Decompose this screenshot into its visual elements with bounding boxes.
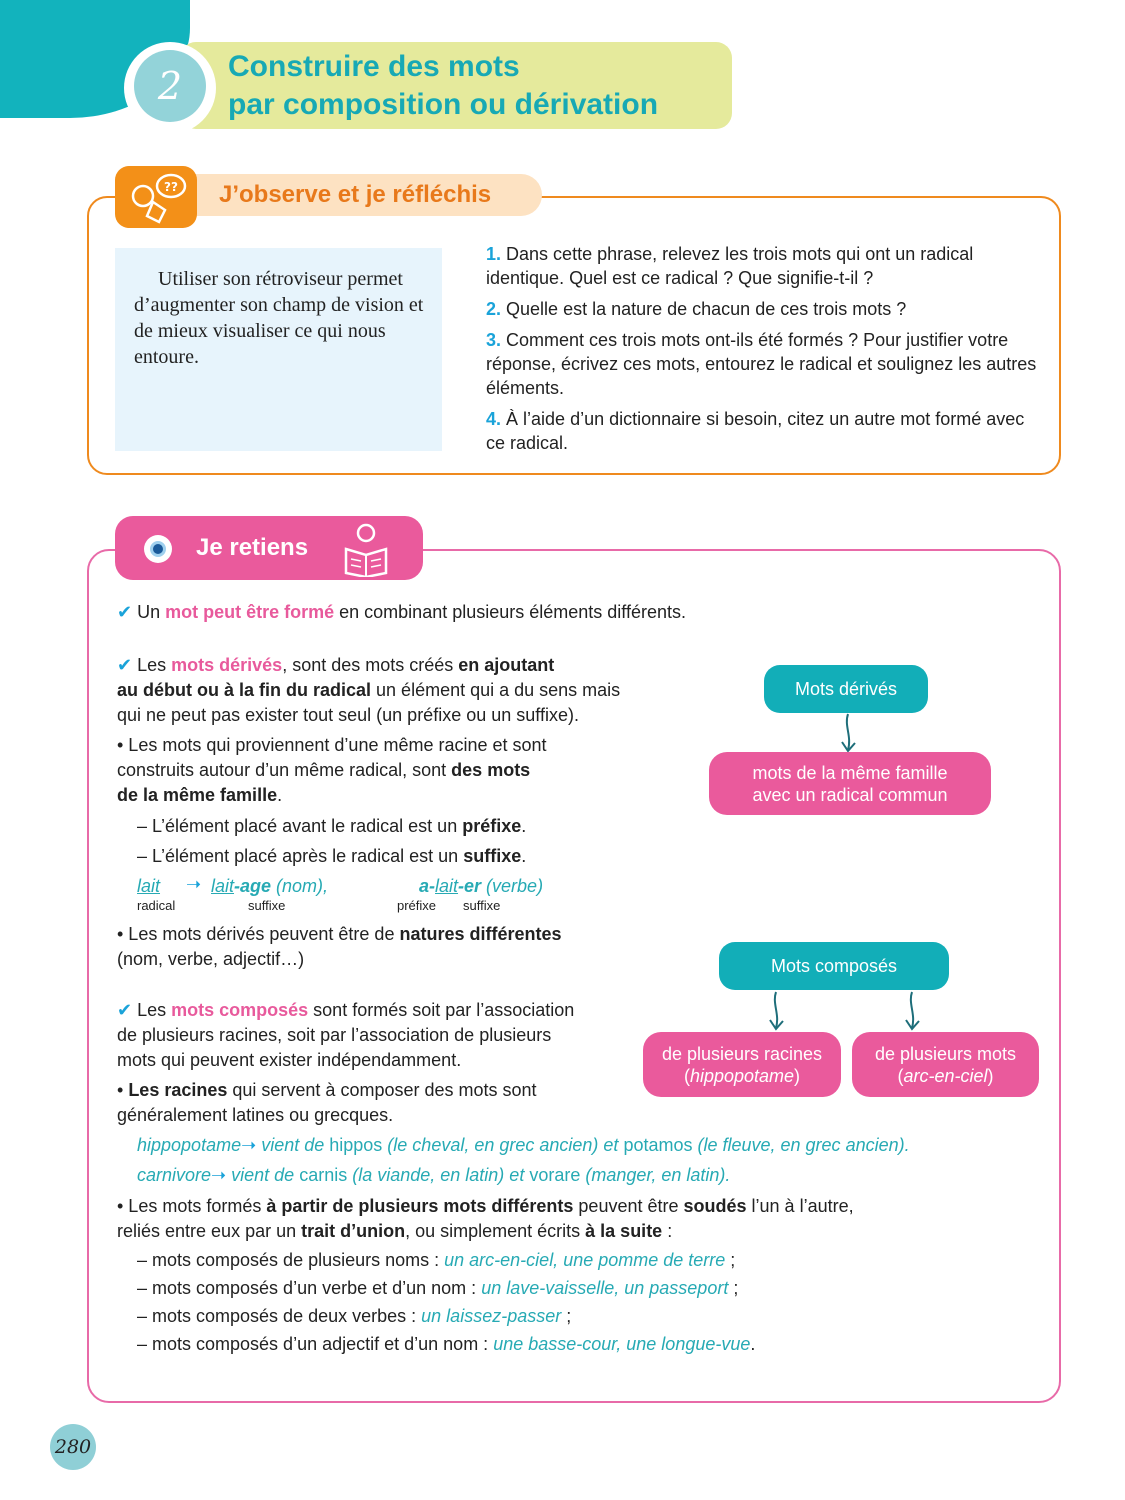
retiens-label: Je retiens	[196, 534, 309, 561]
node-plusieurs-mots: de plusieurs mots (arc-en-ciel)	[852, 1032, 1039, 1097]
rule-prefixe: – L’élément placé avant le radical est un préfixe.	[137, 816, 527, 836]
label-suffixe-1: suffixe	[248, 898, 286, 913]
list-item: – mots composés de deux verbes : un laissez-passer ;	[137, 1306, 572, 1326]
list-item: – mots composés d’un verbe et d’un nom : un lave-vaisselle, un passeport ;	[137, 1278, 739, 1298]
rule-racines: • Les racines qui servent à composer des mots sont généralement latines ou grecques.	[117, 1080, 537, 1125]
label-suffixe-2: suffixe	[463, 898, 501, 913]
example-carnivore: carnivore➝ vient de carnis (la viande, en latin) et vorare (manger, en latin).	[137, 1165, 731, 1185]
quote-text: Utiliser son rétroviseur permet d’augmenter son champ de vision et de mieux visualiser ce qui nous entoure.	[134, 268, 424, 368]
rule-natures: • Les mots dérivés peuvent être de natures différentes (nom, verbe, adjectif…)	[117, 924, 562, 969]
arrow-icon: ➝	[211, 1165, 227, 1185]
retiens-bullet-inner	[150, 541, 166, 557]
rule-mot-forme: ✔ Un mot peut être formé en combinant plusieurs éléments différents.	[117, 602, 687, 622]
question-3: 3. Comment ces trois mots ont-ils été formés ? Pour justifier votre réponse, écrivez ces mots, entourez le radical et soulignez les autres éléments.	[486, 330, 1037, 398]
list-item: – mots composés de plusieurs noms : un arc-en-ciel, une pomme de terre ;	[137, 1250, 736, 1270]
arrow-icon: ➝	[186, 874, 202, 894]
example-laitage: lait-age (nom),	[211, 876, 329, 896]
node-meme-famille: mots de la même famille avec un radical commun	[709, 752, 991, 815]
label-radical: radical	[137, 898, 176, 913]
label-prefixe: préfixe	[397, 898, 437, 913]
node-mots-derives: Mots dérivés	[764, 665, 928, 713]
rule-mots-composes: ✔ Les mots composés sont formés soit par l’association de plusieurs racines, soit par l’association de plusieurs mots qui peuvent exister indépendamment.	[117, 1000, 575, 1070]
observe-label: J’observe et je réfléchis	[219, 181, 492, 208]
section-number: 2	[134, 50, 206, 122]
check-icon: ✔	[117, 1000, 133, 1020]
reading-person-icon	[340, 521, 392, 577]
check-icon: ✔	[117, 655, 133, 675]
rule-mots-soudes: • Les mots formés à partir de plusieurs mots différents peuvent être soudés l’un à l’autre, reliés entre eux par un trait d’union, ou simplement écrits à la suite :	[117, 1196, 854, 1241]
question-2: 2. Quelle est la nature de chacun de ces trois mots ?	[486, 299, 907, 319]
thinking-icon	[115, 166, 197, 228]
arrow-down-icon	[758, 990, 798, 1032]
example-allaiter: a-lait-er (verbe)	[419, 876, 544, 896]
page-title	[228, 48, 658, 124]
page-number: 280	[50, 1424, 96, 1470]
title-line-2: par composition ou dérivation	[228, 88, 659, 121]
node-plusieurs-racines: de plusieurs racines (hippopotame)	[643, 1032, 841, 1097]
node-mots-composes: Mots composés	[719, 942, 949, 990]
arrow-icon: ➝	[241, 1135, 257, 1155]
rule-mots-derives: ✔ Les mots dérivés, sont des mots créés en ajoutant au début ou à la fin du radical un élément qui a du sens mais qui ne peut pas exister tout seul (un préfixe ou un suffixe).	[117, 655, 621, 725]
question-list	[486, 242, 1046, 462]
arrow-down-icon	[830, 712, 870, 754]
arrow-down-icon	[894, 990, 934, 1032]
question-1: 1. Dans cette phrase, relevez les trois mots qui ont un radical identique. Quel est ce radical ? Que signifie-t-il ?	[486, 244, 974, 288]
check-icon: ✔	[117, 602, 133, 622]
question-4: 4. À l’aide d’un dictionnaire si besoin, citez un autre mot formé avec ce radical.	[486, 409, 1025, 453]
title-line-1: Construire des mots	[228, 50, 520, 83]
example-hippopotame: hippopotame➝ vient de hippos (le cheval, en grec ancien) et potamos (le fleuve, en grec ancien).	[137, 1135, 910, 1155]
observe-icon-box	[115, 166, 197, 228]
example-lait: lait	[137, 876, 161, 896]
rule-suffixe: – L’élément placé après le radical est un suffixe.	[137, 846, 527, 866]
composes-list	[137, 1246, 997, 1358]
svg-text:??: ??	[164, 180, 178, 194]
list-item: – mots composés d’un adjectif et d’un nom : une basse-cour, une longue-vue.	[137, 1334, 756, 1354]
rule-meme-famille: • Les mots qui proviennent d’une même racine et sont construits autour d’un même radical, sont des mots de la même famille.	[117, 735, 547, 805]
